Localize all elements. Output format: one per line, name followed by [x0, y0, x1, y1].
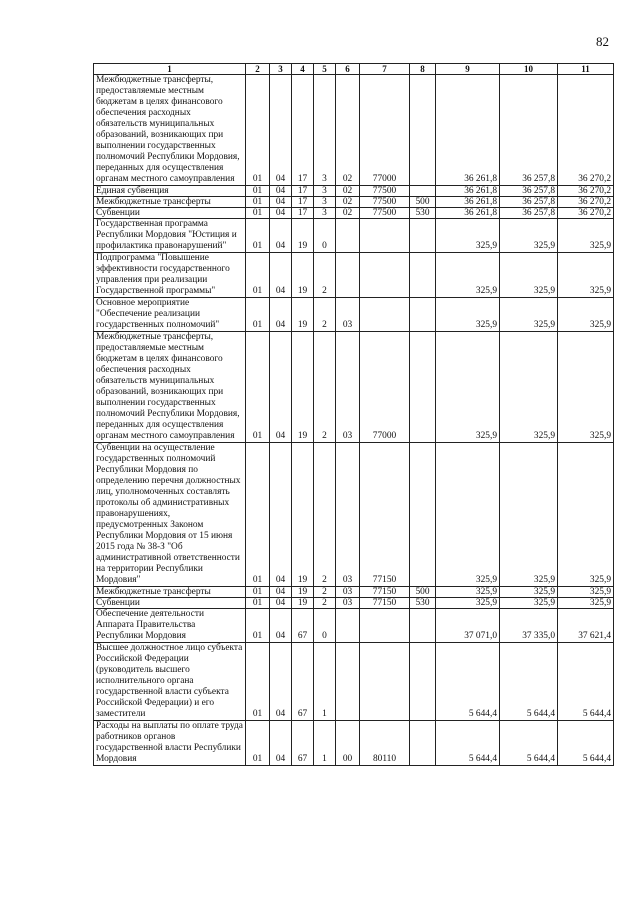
row-description: Межбюджетные трансферты — [94, 587, 246, 598]
amount-cell: 5 644,4 — [558, 643, 614, 721]
amount-cell: 325,9 — [436, 253, 500, 298]
header-cell: 10 — [500, 64, 558, 75]
code-cell: 67 — [292, 643, 314, 721]
header-cell: 6 — [336, 64, 360, 75]
code-cell: 17 — [292, 186, 314, 197]
row-description: Основное мероприятие "Обеспечение реализации государственных полномочий" — [94, 298, 246, 332]
code-cell: 2 — [314, 443, 336, 587]
code-cell: 04 — [270, 721, 292, 766]
amount-cell: 325,9 — [500, 332, 558, 443]
code-cell: 04 — [270, 587, 292, 598]
code-cell: 19 — [292, 443, 314, 587]
code-cell — [410, 253, 436, 298]
code-cell: 77500 — [360, 208, 410, 219]
table-row — [94, 609, 614, 643]
code-cell: 04 — [270, 298, 292, 332]
page-number: 82 — [596, 34, 609, 49]
amount-cell: 325,9 — [558, 332, 614, 443]
code-cell — [410, 219, 436, 253]
row-description: Межбюджетные трансферты, предоставляемые местным бюджетам в целях финансового обеспечения расходных обязательств муниципальных образований, возникающих при выполнении государственных полномочий Республики Мордовия, переданных для осуществления органам местного самоуправления — [94, 75, 246, 186]
code-cell — [336, 643, 360, 721]
code-cell — [410, 609, 436, 643]
code-cell: 530 — [410, 208, 436, 219]
amount-cell: 325,9 — [500, 219, 558, 253]
code-cell: 01 — [246, 298, 270, 332]
code-cell: 500 — [410, 197, 436, 208]
code-cell: 04 — [270, 253, 292, 298]
code-cell: 04 — [270, 598, 292, 609]
code-cell: 01 — [246, 219, 270, 253]
code-cell: 04 — [270, 609, 292, 643]
code-cell: 00 — [336, 721, 360, 766]
header-cell: 1 — [94, 64, 246, 75]
code-cell: 04 — [270, 643, 292, 721]
code-cell — [360, 219, 410, 253]
amount-cell: 325,9 — [500, 598, 558, 609]
table-row — [94, 186, 614, 197]
header-cell: 11 — [558, 64, 614, 75]
code-cell: 04 — [270, 197, 292, 208]
code-cell: 77500 — [360, 197, 410, 208]
code-cell: 3 — [314, 197, 336, 208]
budget-table — [93, 63, 614, 766]
amount-cell: 5 644,4 — [436, 643, 500, 721]
code-cell: 03 — [336, 298, 360, 332]
amount-cell: 36 257,8 — [500, 186, 558, 197]
code-cell: 2 — [314, 598, 336, 609]
header-cell: 7 — [360, 64, 410, 75]
header-cell: 8 — [410, 64, 436, 75]
amount-cell: 5 644,4 — [436, 721, 500, 766]
code-cell: 77000 — [360, 332, 410, 443]
code-cell: 04 — [270, 75, 292, 186]
header-cell: 4 — [292, 64, 314, 75]
code-cell: 19 — [292, 587, 314, 598]
table-row — [94, 253, 614, 298]
code-cell: 04 — [270, 186, 292, 197]
row-description: Подпрограмма "Повышение эффективности государственного управления при реализации Государственной программы" — [94, 253, 246, 298]
table-row — [94, 197, 614, 208]
code-cell: 01 — [246, 443, 270, 587]
amount-cell: 5 644,4 — [500, 643, 558, 721]
code-cell: 17 — [292, 197, 314, 208]
code-cell: 67 — [292, 721, 314, 766]
code-cell: 1 — [314, 721, 336, 766]
code-cell: 03 — [336, 443, 360, 587]
code-cell: 77000 — [360, 75, 410, 186]
code-cell: 17 — [292, 208, 314, 219]
amount-cell: 325,9 — [558, 253, 614, 298]
amount-cell: 325,9 — [500, 443, 558, 587]
code-cell — [410, 298, 436, 332]
row-description: Единая субвенция — [94, 186, 246, 197]
row-description: Расходы на выплаты по оплате труда работников органов государственной власти Республики Мордовия — [94, 721, 246, 766]
code-cell: 2 — [314, 332, 336, 443]
code-cell — [360, 253, 410, 298]
row-description: Субвенции на осуществление государственных полномочий Республики Мордовия по определению перечня должностных лиц, уполномоченных составлять протоколы об административных правонарушениях, предусмотренных Законом Республики Мордовия от 15 июня 2015 года № 38-З "Об административной ответственности на территории Республики Мордовия" — [94, 443, 246, 587]
code-cell: 3 — [314, 186, 336, 197]
code-cell — [410, 721, 436, 766]
code-cell: 0 — [314, 609, 336, 643]
row-description: Субвенции — [94, 598, 246, 609]
code-cell: 67 — [292, 609, 314, 643]
amount-cell: 325,9 — [436, 298, 500, 332]
amount-cell: 325,9 — [500, 587, 558, 598]
code-cell: 04 — [270, 219, 292, 253]
code-cell — [410, 75, 436, 186]
amount-cell: 325,9 — [436, 219, 500, 253]
amount-cell: 325,9 — [558, 219, 614, 253]
row-description: Обеспечение деятельности Аппарата Правительства Республики Мордовия — [94, 609, 246, 643]
code-cell: 530 — [410, 598, 436, 609]
amount-cell: 325,9 — [558, 598, 614, 609]
table-row — [94, 643, 614, 721]
code-cell: 04 — [270, 208, 292, 219]
row-description: Государственная программа Республики Мордовия "Юстиция и профилактика правонарушений" — [94, 219, 246, 253]
table-row — [94, 598, 614, 609]
code-cell: 02 — [336, 186, 360, 197]
amount-cell: 325,9 — [436, 587, 500, 598]
amount-cell: 36 270,2 — [558, 186, 614, 197]
code-cell — [360, 643, 410, 721]
code-cell — [360, 298, 410, 332]
amount-cell: 36 257,8 — [500, 197, 558, 208]
amount-cell: 36 257,8 — [500, 208, 558, 219]
code-cell: 2 — [314, 253, 336, 298]
code-cell: 01 — [246, 609, 270, 643]
header-row — [94, 64, 614, 75]
table-row — [94, 587, 614, 598]
amount-cell: 325,9 — [500, 298, 558, 332]
amount-cell: 5 644,4 — [558, 721, 614, 766]
code-cell — [336, 609, 360, 643]
table-row — [94, 721, 614, 766]
code-cell: 77150 — [360, 443, 410, 587]
code-cell: 01 — [246, 332, 270, 443]
table-row — [94, 332, 614, 443]
amount-cell: 36 261,8 — [436, 208, 500, 219]
code-cell: 01 — [246, 197, 270, 208]
header-cell: 5 — [314, 64, 336, 75]
row-description: Высшее должностное лицо субъекта Российской Федерации (руководитель высшего исполнительного органа государственной власти субъекта Российской Федерации) и его заместители — [94, 643, 246, 721]
amount-cell: 36 261,8 — [436, 197, 500, 208]
code-cell: 01 — [246, 253, 270, 298]
code-cell: 2 — [314, 298, 336, 332]
code-cell: 02 — [336, 75, 360, 186]
code-cell: 04 — [270, 443, 292, 587]
header-cell: 3 — [270, 64, 292, 75]
code-cell: 03 — [336, 598, 360, 609]
code-cell: 03 — [336, 587, 360, 598]
amount-cell: 37 335,0 — [500, 609, 558, 643]
code-cell: 19 — [292, 298, 314, 332]
code-cell: 19 — [292, 332, 314, 443]
table-row — [94, 219, 614, 253]
amount-cell: 5 644,4 — [500, 721, 558, 766]
code-cell — [410, 186, 436, 197]
amount-cell: 325,9 — [436, 598, 500, 609]
amount-cell: 36 261,8 — [436, 75, 500, 186]
code-cell: 01 — [246, 75, 270, 186]
table-row — [94, 443, 614, 587]
code-cell — [336, 253, 360, 298]
code-cell: 77500 — [360, 186, 410, 197]
code-cell: 500 — [410, 587, 436, 598]
amount-cell: 325,9 — [558, 443, 614, 587]
amount-cell: 325,9 — [500, 253, 558, 298]
row-description: Межбюджетные трансферты, предоставляемые местным бюджетам в целях финансового обеспечения расходных обязательств муниципальных образований, возникающих при выполнении государственных полномочий Республики Мордовия, переданных для осуществления органам местного самоуправления — [94, 332, 246, 443]
code-cell — [410, 443, 436, 587]
code-cell: 80110 — [360, 721, 410, 766]
amount-cell: 325,9 — [436, 332, 500, 443]
table-row — [94, 75, 614, 186]
code-cell — [410, 332, 436, 443]
code-cell: 02 — [336, 208, 360, 219]
code-cell: 3 — [314, 208, 336, 219]
code-cell: 3 — [314, 75, 336, 186]
amount-cell: 37 621,4 — [558, 609, 614, 643]
code-cell: 04 — [270, 332, 292, 443]
code-cell: 01 — [246, 721, 270, 766]
table-row — [94, 298, 614, 332]
code-cell: 2 — [314, 587, 336, 598]
amount-cell: 36 257,8 — [500, 75, 558, 186]
table-row — [94, 208, 614, 219]
header-cell: 2 — [246, 64, 270, 75]
code-cell: 77150 — [360, 598, 410, 609]
code-cell: 77150 — [360, 587, 410, 598]
code-cell: 19 — [292, 219, 314, 253]
amount-cell: 36 270,2 — [558, 75, 614, 186]
code-cell: 01 — [246, 208, 270, 219]
row-description: Межбюджетные трансферты — [94, 197, 246, 208]
code-cell — [360, 609, 410, 643]
code-cell: 01 — [246, 643, 270, 721]
amount-cell: 36 270,2 — [558, 197, 614, 208]
code-cell: 01 — [246, 598, 270, 609]
code-cell: 0 — [314, 219, 336, 253]
code-cell: 19 — [292, 253, 314, 298]
code-cell: 1 — [314, 643, 336, 721]
row-description: Субвенции — [94, 208, 246, 219]
code-cell: 19 — [292, 598, 314, 609]
code-cell: 01 — [246, 186, 270, 197]
code-cell: 17 — [292, 75, 314, 186]
header-cell: 9 — [436, 64, 500, 75]
code-cell: 03 — [336, 332, 360, 443]
amount-cell: 325,9 — [436, 443, 500, 587]
amount-cell: 325,9 — [558, 298, 614, 332]
amount-cell: 325,9 — [558, 587, 614, 598]
code-cell — [410, 643, 436, 721]
code-cell: 01 — [246, 587, 270, 598]
amount-cell: 36 270,2 — [558, 208, 614, 219]
code-cell — [336, 219, 360, 253]
code-cell: 02 — [336, 197, 360, 208]
amount-cell: 37 071,0 — [436, 609, 500, 643]
amount-cell: 36 261,8 — [436, 186, 500, 197]
